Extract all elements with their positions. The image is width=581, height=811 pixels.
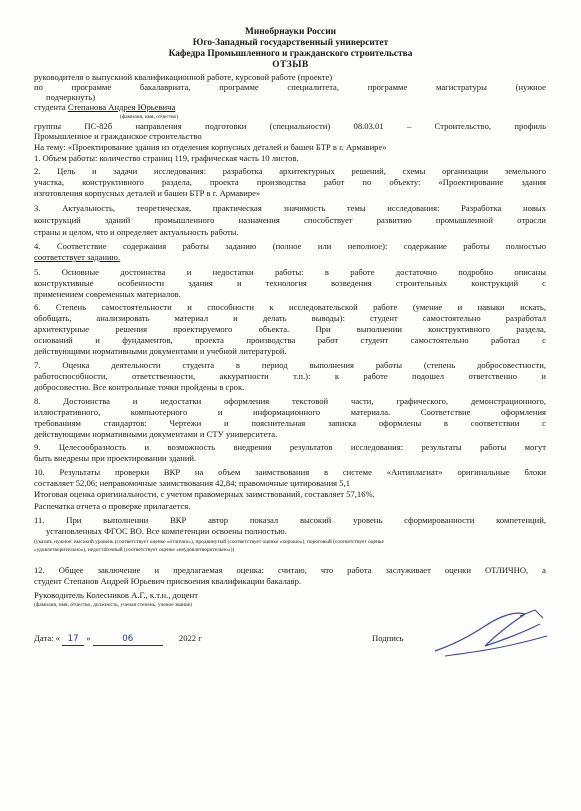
- level-note-line-1: (указать нужное: высокий уровень (соответствует оценке «отлично»), продвинутый (соответствует оценке «хорошо»), пороговый (соответствует оценке: [34, 539, 384, 545]
- item-9-line-1: 9. Целесообразность и возможность внедрения результатов исследования: результаты работы могут: [34, 442, 546, 452]
- item-8-line-4: действующими нормативными документами и СТУ университета.: [34, 429, 278, 439]
- item-1-line-1: 1. Объем работы: количество страниц 119, графическая часть 10 листов.: [34, 153, 299, 163]
- date-mid: »: [86, 633, 91, 643]
- item-7-line-3: добросовестно. Все контрольные точки пройдены в срок.: [34, 382, 245, 392]
- signature-label: Подпись: [372, 633, 404, 643]
- level-note-line-2: «удовлетворительно»), недостаточный (соответствует оценке «неудовлетворительно»)): [34, 547, 235, 553]
- item-4-line-1: 4. Соответствие содержания работы заданию (полное или неполное): содержание работы полностью: [34, 241, 546, 251]
- item-5-line-2: конструктивные особенности здания и технология возведения строительных конструкций с: [34, 278, 546, 288]
- university-name: Юго-Западный государственный университет: [192, 38, 389, 48]
- student-line: [34, 103, 546, 113]
- item-2-line-3: изготовления корпусных деталей и башен БТР в г. Армавире»: [34, 188, 261, 198]
- signature-stroke-2: [445, 636, 547, 656]
- item-10-line-1: 10. Результаты проверки ВКР на объем заимствования в системе «Антиплагиат» оригинальные блоки: [34, 467, 546, 477]
- signature-stroke-1: [435, 613, 540, 651]
- department-name: Кафедра Промышленного и гражданского строительства: [168, 49, 413, 59]
- item-6-line-4: оснований и фундаментов, проекта производства работ студент самостоятельно работал с: [34, 335, 546, 345]
- item-3-line-2: конструкций зданий промышленного назначения способствует развитию промышленной отрасли: [34, 215, 546, 225]
- intro-line-1: руководителя о выпускной квалификационной работе, курсовой работе (проекте): [34, 72, 333, 82]
- item-2-line-1: 2. Цель и задачи исследования: разработка архитектурных решений, схемы организации земельного: [34, 166, 546, 176]
- ministry-name: Минобрнауки России: [245, 27, 336, 37]
- conclusion-line-2: студент Степанов Андрей Юрьевич присвоения квалификации бакалавр.: [34, 576, 302, 586]
- item-2-line-2: участка, конструктивного раздела, проекта производства работ по объекту: «Проектирование здания: [34, 177, 546, 187]
- item-3-line-1: 3. Актуальность, теоретическая, практическая значимость темы исследования: Разработка новых: [34, 203, 546, 213]
- item-5-line-1: 5. Основные достоинства и недостатки работы: в работе достаточно подробно описаны: [34, 267, 546, 277]
- student-name: Степанова Андрея Юрьевича: [67, 102, 176, 112]
- date-label: Дата: «: [34, 633, 60, 643]
- group-line-1: группы ПС-82б направления подготовки (специальности) 08.03.01 – Строительство, профиль: [34, 121, 546, 131]
- item-11-line-1: 11. При выполнении ВКР автор показал высокий уровень сформированности компетенций,: [34, 515, 546, 525]
- topic-line: На тему: «Проектирование здания из отделения корпусных деталей и башен БТР в г. Армавире»: [34, 142, 387, 152]
- item-10-line-3: Итоговая оценка оригинальности, с учетом правомерных заимствований, составляет 57,16%.: [34, 489, 375, 499]
- conclusion-line-1: 12. Общее заключение и предлагаемая оценка: считаю, что работа заслуживает оценки ОТЛИЧНО, а: [34, 565, 546, 575]
- item-6-line-1: 6. Степень самостоятельности и способности к исследовательской работе (умение и навыки искать,: [34, 302, 546, 312]
- item-8-line-2: иллюстративного, компьютерного и информационного материала. Соответствие оформления: [34, 407, 546, 417]
- item-6-line-2: обобщать, анализировать материал и делать выводы): студент самостоятельно разработал: [34, 313, 546, 323]
- item-7-line-2: работоспособности, ответственности, аккуратности т.п.): к работе подошел ответственно и: [34, 371, 546, 381]
- item-9-line-2: быть внедрены при проектировании зданий.: [34, 453, 197, 463]
- student-prefix: студента: [34, 102, 66, 112]
- item-10-line-2: составляет 52,06; неправомочные заимствования 42,84; правомочные цитирования 5,1: [34, 478, 351, 488]
- intro-line-2: по программе бакалавриата, программе специалитета, программе магистратуры (нужное: [34, 82, 546, 92]
- intro-line-3: подчеркнуть): [46, 92, 96, 102]
- item-6-line-5: действующими нормативными документами и учебной литературой.: [34, 346, 287, 356]
- item-5-line-3: применением современных материалов.: [34, 289, 181, 299]
- item-7-line-1: 7. Оценка деятельности студента в период выполнения работы (степень добросовестности,: [34, 360, 546, 370]
- item-8-line-1: 8. Достоинства и недостатки оформления текстовой части, графического, демонстрационного,: [34, 396, 546, 406]
- document-title: ОТЗЫВ: [272, 60, 309, 70]
- date-month: 06: [93, 635, 163, 646]
- item-6-line-3: архитектурные решения проектируемого объекта. При выполнении конструктивного раздела,: [34, 324, 546, 334]
- supervisor-caption: (фамилия, имя, отчество, должность, ученая степень, ученое звание): [34, 602, 192, 608]
- item-8-line-3: требованиям стандартов: Чертежи и пояснительная записка оформлены в соответствии с: [34, 418, 546, 428]
- date-line: [34, 634, 202, 646]
- student-caption: (фамилия, имя, отчество): [120, 114, 179, 120]
- item-4-line-2: соответствует заданию.: [34, 252, 121, 262]
- date-day: 17: [62, 635, 84, 646]
- item-3-line-3: страны и целом, что и определяет актуальность работы.: [34, 227, 239, 237]
- group-line-2: Промышленное и гражданское строительство: [34, 131, 202, 141]
- date-year: 2022 г: [178, 633, 202, 643]
- supervisor-line: Руководитель Колесников А.Г., к.т.н., доцент: [34, 590, 198, 600]
- signature-image: [425, 606, 555, 666]
- item-11-line-2: установленных ФГОС ВО. Все компетенции освоены полностью.: [46, 526, 287, 536]
- item-10-line-4: Распечатка отчета о проверке прилагается.: [34, 501, 191, 511]
